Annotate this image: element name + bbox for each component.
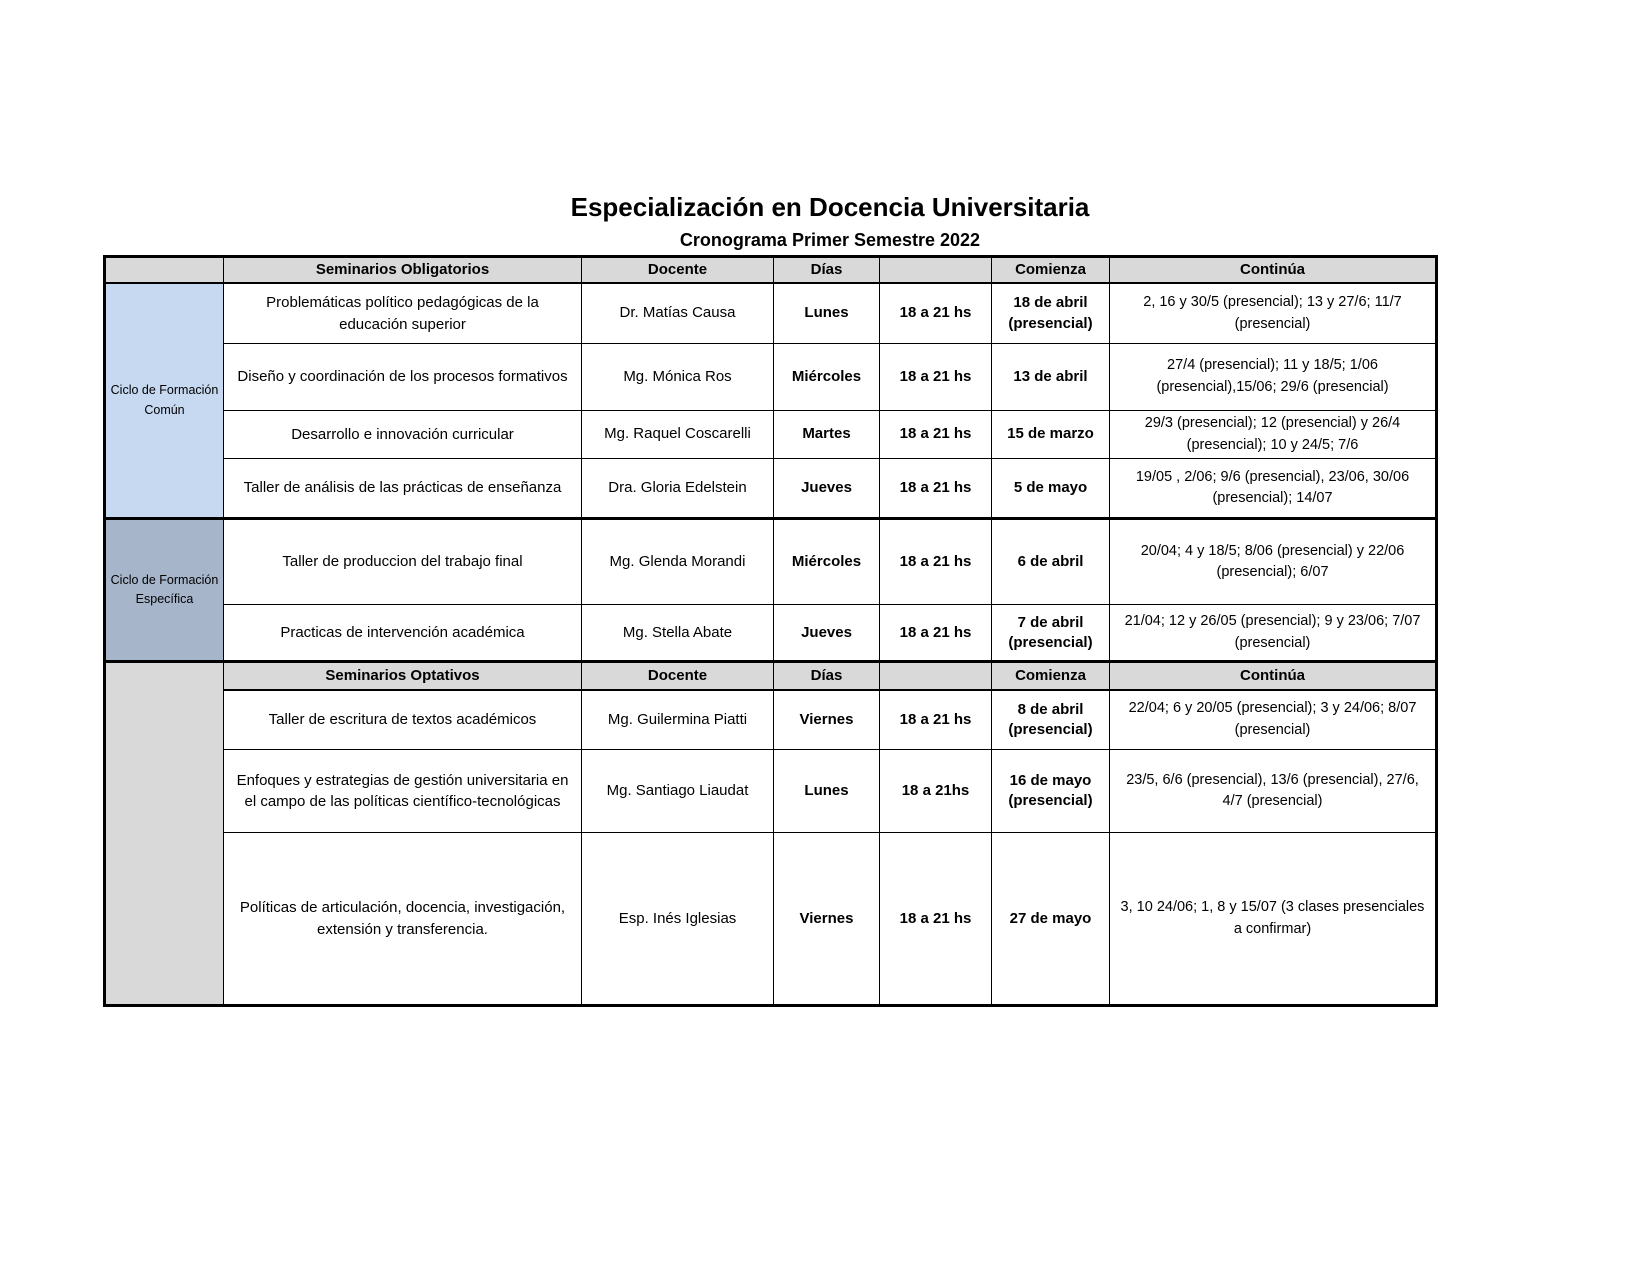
cell-comienza: 16 de mayo (presencial) [992,750,1110,833]
table-row [105,410,1437,459]
header-docente-obligatorios: Docente [582,257,774,284]
cell-horario: 18 a 21 hs [880,283,992,343]
cell-comienza: 7 de abril (presencial) [992,605,1110,662]
cell-continua: 19/05 , 2/06; 9/6 (presencial), 23/06, 30/06 (presencial); 14/07 [1110,459,1437,519]
header-seminarios-optativos: Seminarios Optativos [224,662,582,690]
cell-dia: Jueves [774,605,880,662]
table-row [105,690,1437,750]
table-row [105,750,1437,833]
table-row [105,605,1437,662]
cell-docente: Mg. Santiago Liaudat [582,750,774,833]
cell-docente: Esp. Inés Iglesias [582,833,774,1006]
page-subtitle: Cronograma Primer Semestre 2022 [679,230,981,250]
cell-continua: 3, 10 24/06; 1, 8 y 15/07 (3 clases presenciales a confirmar) [1110,833,1437,1006]
cell-continua: 20/04; 4 y 18/5; 8/06 (presencial) y 22/06 (presencial); 6/07 [1110,519,1437,605]
header-corner-blank [105,257,224,284]
cell-seminario: Taller de produccion del trabajo final [224,519,582,605]
header-dias-optativos: Días [774,662,880,690]
table-row [105,283,1437,343]
cell-comienza: 15 de marzo [992,410,1110,459]
cell-docente: Mg. Raquel Coscarelli [582,410,774,459]
cell-dia: Miércoles [774,343,880,410]
header-comienza-obligatorios: Comienza [992,257,1110,284]
header-horario-optativos [880,662,992,690]
cell-continua: 23/5, 6/6 (presencial), 13/6 (presencial), 27/6, 4/7 (presencial) [1110,750,1437,833]
header-seminarios-obligatorios: Seminarios Obligatorios [224,257,582,284]
cell-docente: Mg. Stella Abate [582,605,774,662]
schedule-table [103,255,1438,1007]
cell-dia: Jueves [774,459,880,519]
cell-dia: Miércoles [774,519,880,605]
header-row-obligatorios [105,257,1437,284]
header-row-optativos [105,662,1437,690]
cell-seminario: Practicas de intervención académica [224,605,582,662]
cell-seminario: Enfoques y estrategias de gestión universitaria en el campo de las políticas científico-tecnológicas [224,750,582,833]
cell-dia: Lunes [774,283,880,343]
table-row [105,833,1437,1006]
cell-seminario: Taller de análisis de las prácticas de enseñanza [224,459,582,519]
cell-docente: Dra. Gloria Edelstein [582,459,774,519]
cell-continua: 2, 16 y 30/5 (presencial); 13 y 27/6; 11/7 (presencial) [1110,283,1437,343]
header-continua-optativos: Continúa [1110,662,1437,690]
cell-continua: 21/04; 12 y 26/05 (presencial); 9 y 23/06; 7/07 (presencial) [1110,605,1437,662]
cell-docente: Dr. Matías Causa [582,283,774,343]
cell-seminario: Políticas de articulación, docencia, investigación, extensión y transferencia. [224,833,582,1006]
header-horario-obligatorios [880,257,992,284]
cell-docente: Mg. Glenda Morandi [582,519,774,605]
sidebar-ciclo-especifica: Ciclo de Formación Específica [105,519,224,662]
page-title: Especialización en Docencia Universitaria [570,192,1090,222]
cell-docente: Mg. Mónica Ros [582,343,774,410]
cell-docente: Mg. Guilermina Piatti [582,690,774,750]
cell-continua: 29/3 (presencial); 12 (presencial) y 26/4 (presencial); 10 y 24/5; 7/6 [1110,410,1437,459]
cell-continua: 22/04; 6 y 20/05 (presencial); 3 y 24/06; 8/07 (presencial) [1110,690,1437,750]
cell-horario: 18 a 21 hs [880,519,992,605]
header-continua-obligatorios: Continúa [1110,257,1437,284]
cell-seminario: Diseño y coordinación de los procesos formativos [224,343,582,410]
header-docente-optativos: Docente [582,662,774,690]
cell-horario: 18 a 21hs [880,750,992,833]
cell-comienza: 13 de abril [992,343,1110,410]
cell-horario: 18 a 21 hs [880,343,992,410]
cell-horario: 18 a 21 hs [880,459,992,519]
table-row [105,343,1437,410]
cell-comienza: 6 de abril [992,519,1110,605]
cell-dia: Lunes [774,750,880,833]
cell-seminario: Taller de escritura de textos académicos [224,690,582,750]
cell-horario: 18 a 21 hs [880,410,992,459]
cell-comienza: 18 de abril (presencial) [992,283,1110,343]
cell-comienza: 5 de mayo [992,459,1110,519]
cell-comienza: 27 de mayo [992,833,1110,1006]
header-comienza-optativos: Comienza [992,662,1110,690]
cell-horario: 18 a 21 hs [880,690,992,750]
table-row [105,459,1437,519]
cell-continua: 27/4 (presencial); 11 y 18/5; 1/06 (presencial),15/06; 29/6 (presencial) [1110,343,1437,410]
sidebar-ciclo-comun: Ciclo de Formación Común [105,283,224,519]
cell-seminario: Problemáticas político pedagógicas de la educación superior [224,283,582,343]
cell-dia: Martes [774,410,880,459]
cell-seminario: Desarrollo e innovación curricular [224,410,582,459]
cell-dia: Viernes [774,833,880,1006]
cell-comienza: 8 de abril (presencial) [992,690,1110,750]
table-row [105,519,1437,605]
cell-dia: Viernes [774,690,880,750]
sidebar-optativos-empty [105,662,224,1006]
header-dias-obligatorios: Días [774,257,880,284]
cell-horario: 18 a 21 hs [880,833,992,1006]
cell-horario: 18 a 21 hs [880,605,992,662]
